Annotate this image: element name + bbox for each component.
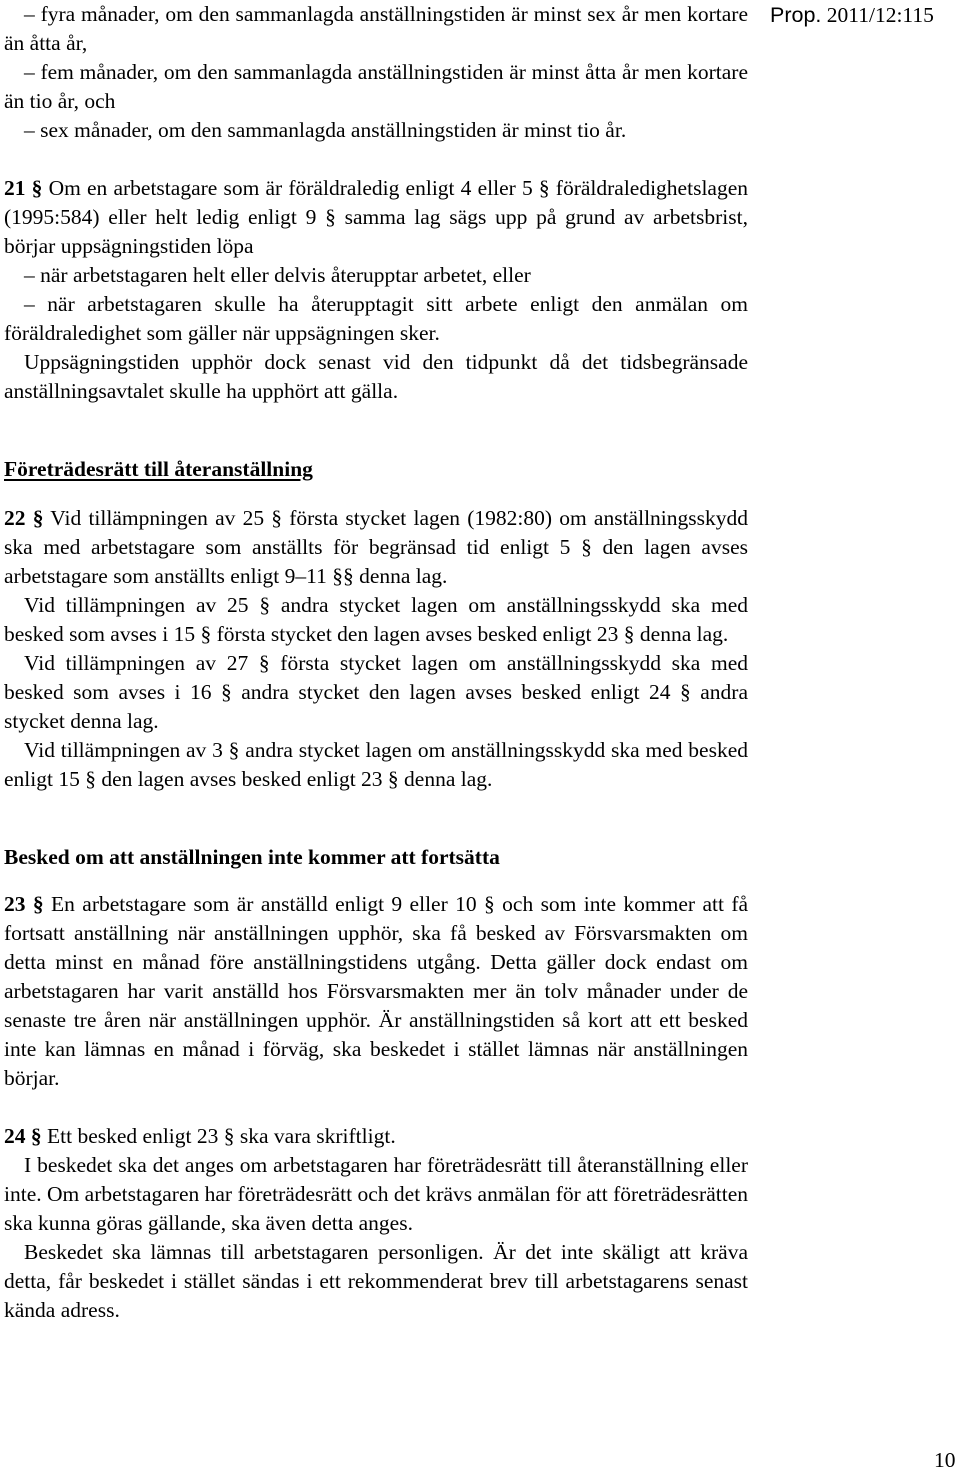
section-23-text: En arbetstagare som är anställd enligt 9 eller 10 § och som inte kommer att få fortsatt anställning när anställningen upphör, ska få besked av Försvarsmakten om detta minst en månad före anställningstidens utgång. Detta gäller dock endast om arbetstagaren har varit anställd hos Försvarsmakten mer än tolv månader under de senaste tre åren när anställningen upphör. Är anställningstiden så kort att ett besked inte kan lämnas en månad i förväg, ska beskedet i stället lämnas när anställningen börjar. <box>4 892 749 1090</box>
main-text-column <box>4 0 748 1325</box>
section-22-number: 22 § <box>4 506 44 530</box>
section-23-number: 23 § <box>4 892 44 916</box>
section-22-paragraph <box>4 504 748 591</box>
section-21-text: Om en arbetstagare som är föräldraledig enligt 4 eller 5 § föräldraledighetslagen (1995:584) eller helt ledig enligt 9 § samma lag sägs upp på grund av arbetsbrist, börjar uppsägningstiden löpa <box>4 176 749 258</box>
section-22-text: Vid tillämpningen av 25 § första stycket lagen (1982:80) om anställningsskydd ska med arbetstagare som anställts för begränsad tid enligt 5 § den lagen avses arbetstagare som anställts enligt 9–11 §§ denna lag. <box>4 506 748 588</box>
section-24-number: 24 § <box>4 1124 42 1148</box>
section-22-paragraph-2: Vid tillämpningen av 25 § andra stycket lagen om anställningsskydd ska med besked som avses i 15 § första stycket den lagen avses besked enligt 23 § denna lag. <box>4 593 748 646</box>
intro-list-item: – fyra månader, om den sammanlagda anställningstiden är minst sex år men kortare än åtta år, <box>4 2 748 55</box>
section-24-paragraph <box>4 1122 748 1151</box>
intro-list-item: – sex månader, om den sammanlagda anställningstiden är minst tio år. <box>24 118 627 142</box>
section-21-paragraph <box>4 174 748 261</box>
heading-foretradesratt: Företrädesrätt till återanställning <box>4 457 313 481</box>
section-24-paragraph-2: I beskedet ska det anges om arbetstagaren har företrädesrätt till återanställning eller inte. Om arbetstagaren har företrädesrätt och det krävs anmälan för att företrädesrätten ska kunna göras gällande, ska även detta anges. <box>4 1153 748 1235</box>
section-21-number: 21 § <box>4 176 43 200</box>
section-21-list-item: – när arbetstagaren skulle ha återupptagit sitt arbete enligt den anmälan om föräldraledighet som gäller när uppsägningen sker. <box>4 292 748 345</box>
section-23-paragraph <box>4 890 748 1093</box>
section-24-paragraph-3: Beskedet ska lämnas till arbetstagaren personligen. Är det inte skäligt att kräva detta, får beskedet i stället sändas i ett rekommenderat brev till arbetstagarens senast kända adress. <box>4 1240 748 1322</box>
section-22-paragraph-4: Vid tillämpningen av 3 § andra stycket lagen om anställningsskydd ska med besked enligt 15 § den lagen avses besked enligt 23 § denna lag. <box>4 738 748 791</box>
section-24-text: Ett besked enligt 23 § ska vara skriftligt. <box>47 1124 396 1148</box>
intro-list-item: – fem månader, om den sammanlagda anställningstiden är minst åtta år men kortare än tio år, och <box>4 60 748 113</box>
page-number: 10 <box>934 1448 956 1472</box>
section-21-paragraph-2: Uppsägningstiden upphör dock senast vid den tidpunkt då det tidsbegränsade anställningsavtalet skulle ha upphört att gälla. <box>4 350 748 403</box>
proposition-reference <box>770 1 934 30</box>
prop-label: Prop. <box>770 3 822 27</box>
heading-besked: Besked om att anställningen inte kommer att fortsätta <box>4 845 500 869</box>
section-21-list-item: – när arbetstagaren helt eller delvis återupptar arbetet, eller <box>24 263 531 287</box>
prop-number: 2011/12:115 <box>826 3 934 27</box>
section-22-paragraph-3: Vid tillämpningen av 27 § första stycket lagen om anställningsskydd ska med besked som avses i 16 § andra stycket den lagen avses besked enligt 24 § andra stycket denna lag. <box>4 651 748 733</box>
